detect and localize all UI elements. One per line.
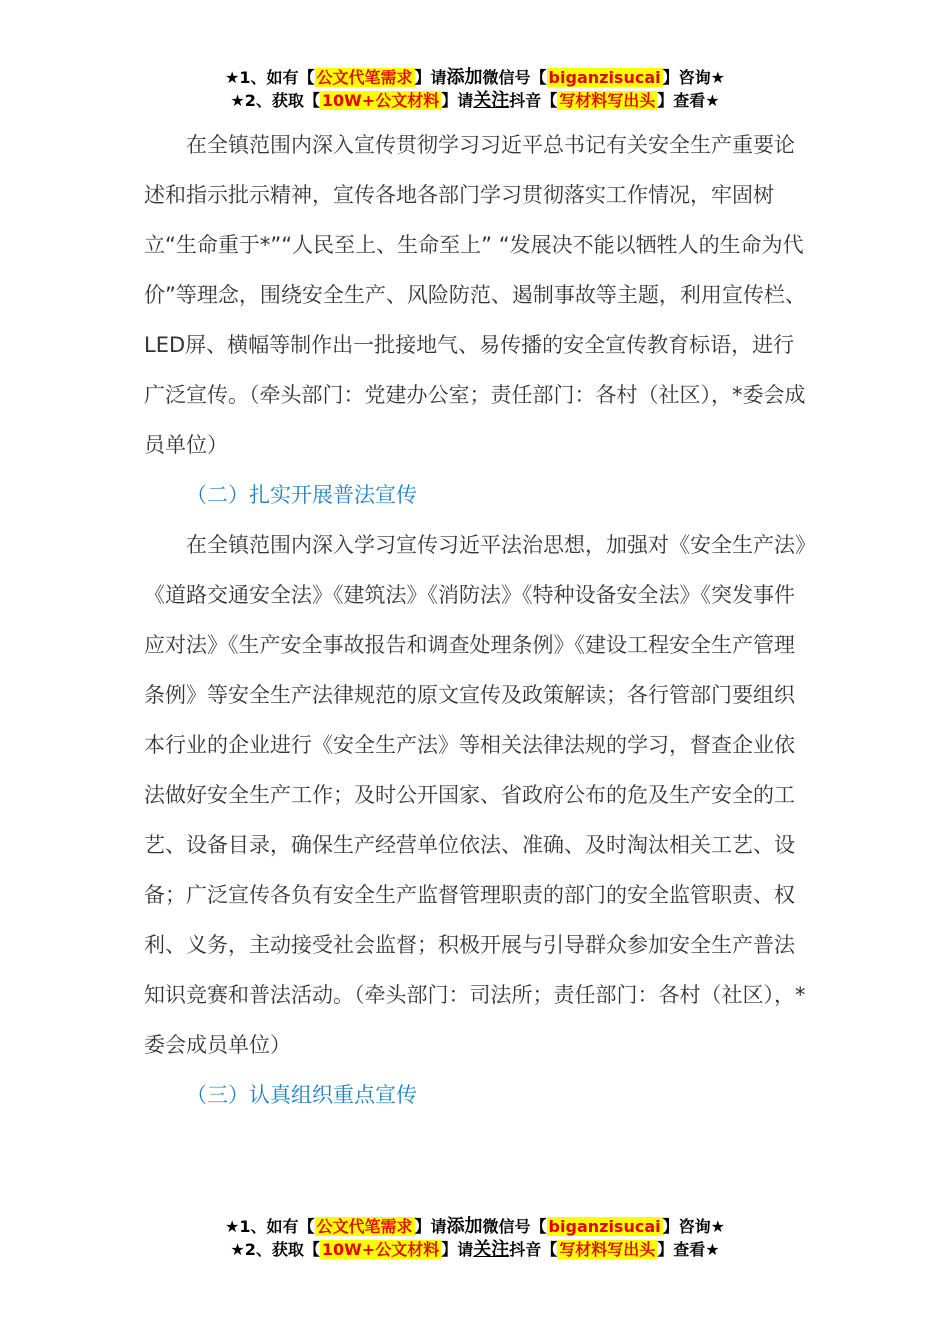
banner-line-1 — [0, 1216, 950, 1239]
banner-emphasis: 关注 — [473, 90, 510, 111]
banner-emphasis: 关注 — [473, 1239, 510, 1260]
banner-text: 】请 — [441, 1240, 474, 1259]
banner-text: 】请 — [441, 91, 474, 110]
banner-emphasis: 添加 — [446, 1216, 483, 1237]
banner-text: 】请 — [414, 1217, 447, 1236]
banner-text: ★1、如有【 — [225, 1217, 315, 1236]
footer-banner — [0, 1216, 950, 1262]
banner-line-2 — [0, 90, 950, 113]
banner-text: ★1、如有【 — [225, 68, 315, 87]
banner-text: 】咨询★ — [662, 68, 725, 87]
highlight-service: 公文代笔需求 — [316, 1217, 413, 1236]
banner-text: 微信号【 — [482, 68, 547, 87]
banner-text: 抖音【 — [509, 91, 558, 110]
highlight-douyin: 写材料写出头 — [559, 91, 656, 110]
banner-text: 】咨询★ — [662, 1217, 725, 1236]
highlight-materials: 10W+公文材料 — [321, 91, 440, 110]
document-body — [144, 120, 808, 1120]
banner-text: 】查看★ — [657, 91, 720, 110]
paragraph-publicity: 在全镇范围内深入宣传贯彻学习习近平总书记有关安全生产重要论述和指示批示精神，宣传各地各部门学习贯彻落实工作情况，牢固树立“生命重于*”“人民至上、生命至上” “发展决不能以牺牲人的生命为代价”等理念，围绕安全生产、风险防范、遏制事故等主题，利用宣传栏、LED屏、横幅等制作出一批接地气、易传播的安全宣传教育标语，进行广泛宣传。（牵头部门：党建办公室；责任部门：各村（社区），*委会成员单位） — [144, 133, 806, 457]
banner-text: 微信号【 — [482, 1217, 547, 1236]
banner-text: ★2、获取【 — [230, 1240, 320, 1259]
banner-line-1 — [0, 67, 950, 90]
section-heading-2: （二）扎实开展普法宣传 — [186, 483, 417, 507]
banner-emphasis: 添加 — [446, 67, 483, 88]
section-heading-3: （三）认真组织重点宣传 — [186, 1083, 417, 1107]
banner-text: 】请 — [414, 68, 447, 87]
banner-text: 】查看★ — [657, 1240, 720, 1259]
banner-text: 抖音【 — [509, 1240, 558, 1259]
banner-line-2 — [0, 1239, 950, 1262]
highlight-service: 公文代笔需求 — [316, 68, 413, 87]
header-banner — [0, 67, 950, 113]
highlight-douyin: 写材料写出头 — [559, 1240, 656, 1259]
highlight-wechat-id: biganzisucai — [548, 1217, 661, 1236]
highlight-materials: 10W+公文材料 — [321, 1240, 440, 1259]
paragraph-legal-publicity: 在全镇范围内深入学习宣传习近平法治思想，加强对《安全生产法》《道路交通安全法》《建筑法》《消防法》《特种设备安全法》《突发事件应对法》《生产安全事故报告和调查处理条例》《建设工程安全生产管理条例》等安全生产法律规范的原文宣传及政策解读；各行管部门要组织本行业的企业进行《安全生产法》等相关法律法规的学习，督查企业依法做好安全生产工作；及时公开国家、省政府公布的危及生产安全的工艺、设备目录，确保生产经营单位依法、准确、及时淘汰相关工艺、设备；广泛宣传各负有安全生产监督管理职责的部门的安全监管职责、权利、义务，主动接受社会监督；积极开展与引导群众参加安全生产普法知识竞赛和普法活动。（牵头部门：司法所；责任部门：各村（社区），*委会成员单位） — [144, 533, 806, 1057]
highlight-wechat-id: biganzisucai — [548, 68, 661, 87]
banner-text: ★2、获取【 — [230, 91, 320, 110]
